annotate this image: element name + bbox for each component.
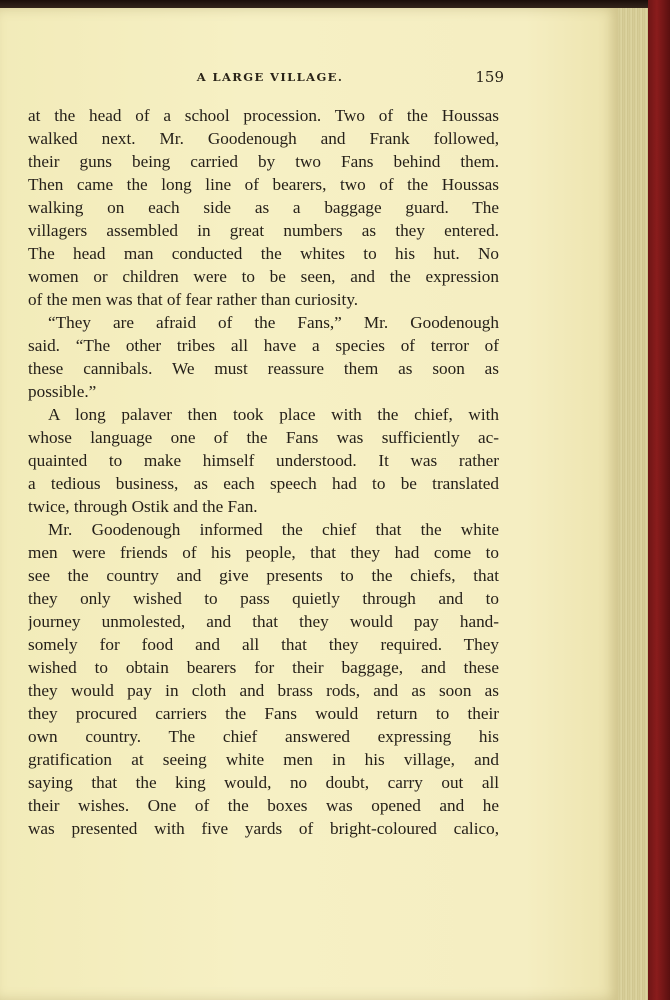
text-line: villagers assembled in great numbers as they entered. xyxy=(28,221,499,240)
text-line: Then came the long line of bearers, two of the Houssas xyxy=(28,175,499,194)
text-line: their guns being carried by two Fans behind them. xyxy=(28,152,499,171)
text-line: see the country and give presents to the chiefs, that xyxy=(28,566,499,585)
text-line: they only wished to pass quietly through and to xyxy=(28,589,499,608)
page-block-edge xyxy=(618,8,648,1000)
running-head-title: A LARGE VILLAGE. xyxy=(196,70,344,84)
text-line: “They are afraid of the Fans,” Mr. Goodenough xyxy=(48,313,499,332)
text-line: Mr. Goodenough informed the chief that the white xyxy=(48,520,499,539)
body-text xyxy=(28,104,499,840)
text-line: whose language one of the Fans was sufficiently ac- xyxy=(28,428,499,447)
page-number: 159 xyxy=(475,68,504,86)
text-line: wished to obtain bearers for their baggage, and these xyxy=(28,658,499,677)
text-line: possible.” xyxy=(28,382,97,401)
text-line: journey unmolested, and that they would pay hand- xyxy=(28,612,499,631)
text-line: of the men was that of fear rather than curiosity. xyxy=(28,290,359,309)
text-line: a tedious business, as each speech had to be translated xyxy=(28,474,499,493)
book-cover-edge xyxy=(648,0,670,1000)
text-line: men were friends of his people, that they had come to xyxy=(28,543,499,562)
text-line: walking on each side as a baggage guard. The xyxy=(28,198,499,217)
text-line: somely for food and all that they required. They xyxy=(28,635,499,654)
text-line: their wishes. One of the boxes was opened and he xyxy=(28,796,499,815)
text-line: was presented with five yards of bright-coloured calico, xyxy=(28,819,499,838)
text-line: women or children were to be seen, and the expression xyxy=(28,267,499,286)
text-line: gratification at seeing white men in his village, and xyxy=(28,750,499,769)
text-line: A long palaver then took place with the chief, with xyxy=(48,405,499,424)
text-line: they procured carriers the Fans would return to their xyxy=(28,704,499,723)
text-line: own country. The chief answered expressing his xyxy=(28,727,499,746)
text-line: these cannibals. We must reassure them as soon as xyxy=(28,359,499,378)
text-line: at the head of a school procession. Two of the Houssas xyxy=(28,106,499,125)
running-head xyxy=(30,68,504,90)
text-line: twice, through Ostik and the Fan. xyxy=(28,497,258,516)
text-line: quainted to make himself understood. It was rather xyxy=(28,451,499,470)
text-line: said. “The other tribes all have a species of terror of xyxy=(28,336,499,355)
text-line: The head man conducted the whites to his hut. No xyxy=(28,244,499,263)
page-paper xyxy=(0,8,618,1000)
text-line: saying that the king would, no doubt, carry out all xyxy=(28,773,499,792)
text-line: they would pay in cloth and brass rods, and as soon as xyxy=(28,681,499,700)
text-line: walked next. Mr. Goodenough and Frank followed, xyxy=(28,129,499,148)
